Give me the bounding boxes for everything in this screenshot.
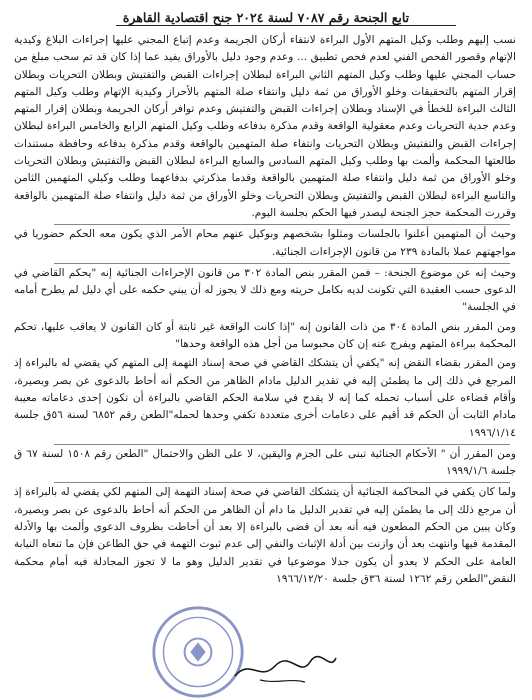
divider: [54, 482, 510, 483]
divider: [54, 444, 510, 445]
case-header: تابع الجنحة رقم ٧٠٨٧ لسنة ٢٠٢٤ جنح اقتصادية القاهرة: [116, 10, 456, 26]
divider: [54, 224, 510, 225]
paragraph-conclusion: ولما كان يكفي في المحاكمة الجنائية أن يتشكك القاضي في صحة إسناد التهمة إلى المتهم لكي يقضي له بالبراءة إذ أن مرجع ذلك إلى ما يطمئن إليه في تقدير الدليل ما دام أن الظاهر من الحكم أنه أحاط بالدعوى عن بصر وبصيرة، وكان يبين من الحكم المطعون فيه أنه بعد أن قضى بالبراءة إلا بعد أن أحاطت بظروف الدعوى وألمت بها والأدلة المقدمة فيها وانتهت بعد أن وازنت بين أدلة الإثبات والنفي إلى عدم ثبوت التهمة في حق الطاعن فإن ما تنعاه النيابة العامة على الحكم لا يعدو أن يكون جدلا موضوعيا في تقدير الدليل وهو ما لا تجوز المجادلة فيه أمام محكمة النقض"الطعن رقم ١٢٦٢ لسنة ٣٦ق جلسة ١٩٦٦/١٢/٢٠: [14, 486, 516, 585]
paragraph-defense-requests: نسب إليهم وطلب وكيل المتهم الأول البراءة لانتفاء أركان الجريمة وعدم إتباع المجني عليها إجراءات البلاغ وكيدية الإتهام وقصور الفحص الفني لعدم فحص تطبيق ... وعدم وجود دليل بالأوراق يفيد عما إذا كان قد تم سحب مبلغ من حساب المجني عليها وطلب وكيل المتهم الثاني البراءة لبطلان إجراءات القبض والتفتيش وبطلان التحريات وبطلان إقرار المتهم بالتحقيقات وخلو الأوراق من ثمة دليل وانتفاء صلة المتهم بالأحراز وكيدية الإتهام وطلب وكيل المتهم الثالث البراءة للخطأ في الإسناد وبطلان إجراءات القبض والتفتيش وعدم توافر أركان الجريمة وبطلان إقرار المتهم وعدم جدية التحريات وعدم معقولية الواقعة وقدم مذكرة بدفاعه وطلب وكيل المتهم الرابع والخامس البراءة لبطلان إجراءات القبض والتفتيش وبطلان التحريات وانتفاء صلة المتهمين بالواقعة وقدم مذكرة بدفاعه وحافظة مستندات طالعتها المحكمة وألمت بها وطلب وكيل المتهم السادس والسابع البراءة لبطلان القبض والتفتيش وبطلان التحريات وخلو الأوراق من ثمة دليل وانتفاء صلة المتهمين بالواقعة وقدما مذكرتي بدفاعهما وطلب وكيلي المتهمين الثامن والتاسع البراءة لبطلان القبض والتفتيش وبطلان التحريات وخلو الأوراق من ثمة دليل وانتفاء صلة المتهمين بالواقعة وقررت المحكمة حجز الجنحة ليصدر فيها الحكم بجلسة اليوم.: [14, 34, 516, 219]
paragraph-merits-302: وحيث إنه عن موضوع الجنحة: – فمن المقرر بنص المادة ٣٠٢ من قانون الإجراءات الجنائية إنه "يحكم القاضي في الدعوى حسب العقيدة التي تكونت لديه بكامل حريته ومع ذلك لا يجوز له أن يبني حكمه على أي دليل لم يطرح أمامه في الجلسة": [14, 266, 516, 314]
paragraph-certainty: ومن المقرر أن " الأحكام الجنائية تبنى على الجزم واليقين، لا على الظن والاحتمال "الطعن رقم ١٥٠٨ لسنة ٦٧ ق جلسة ١٩٩٩/١/٦: [14, 447, 516, 478]
paragraph-article-304: ومن المقرر بنص المادة ٣٠٤ من ذات القانون إنه "إذا كانت الواقعة غير ثابتة أو كان القانون لا يعاقب عليها، تحكم المحكمة ببراءة المتهم ويفرج عنه إن كان محبوسا من أجل هذه الواقعة وحدها": [14, 320, 517, 351]
paragraph-attendance: وحيث أن المتهمين أعلنوا بالجلسات ومثلوا بشخصهم وبوكيل عنهم محام الأمر الذي يكون معه الحكم حضوريا في مواجهتهم عملا بالمادة ٢٣٩ من قانون الإجراءات الجنائية.: [14, 228, 516, 258]
divider: [54, 263, 510, 264]
paragraph-cassation-doubt: ومن المقرر بقضاء النقض إنه "يكفي أن يتشكك القاضي في صحة إسناد التهمة إلى المتهم كي يقضي له بالبراءة إذ المرجع في ذلك إلى ما يطمئن إليه في تقدير الدليل مادام الظاهر من الحكم أنه أحاط بالدعوى عن بصر وبصيرة، وأقام قضاءه على أسباب تحمله كما إنه لا يقدح في سلامة الحكم القاضي بالبراءة أن تكون إحدى دعاماته معيبة مادام الثابت أن الحكم قد أقيم على دعامات أخرى متعددة تكفي وحدها لحمله"الطعن رقم ٦٨٥٢ لسنة ٥٦ق جلسة ١٩٩٦/١/١٤: [14, 357, 516, 439]
